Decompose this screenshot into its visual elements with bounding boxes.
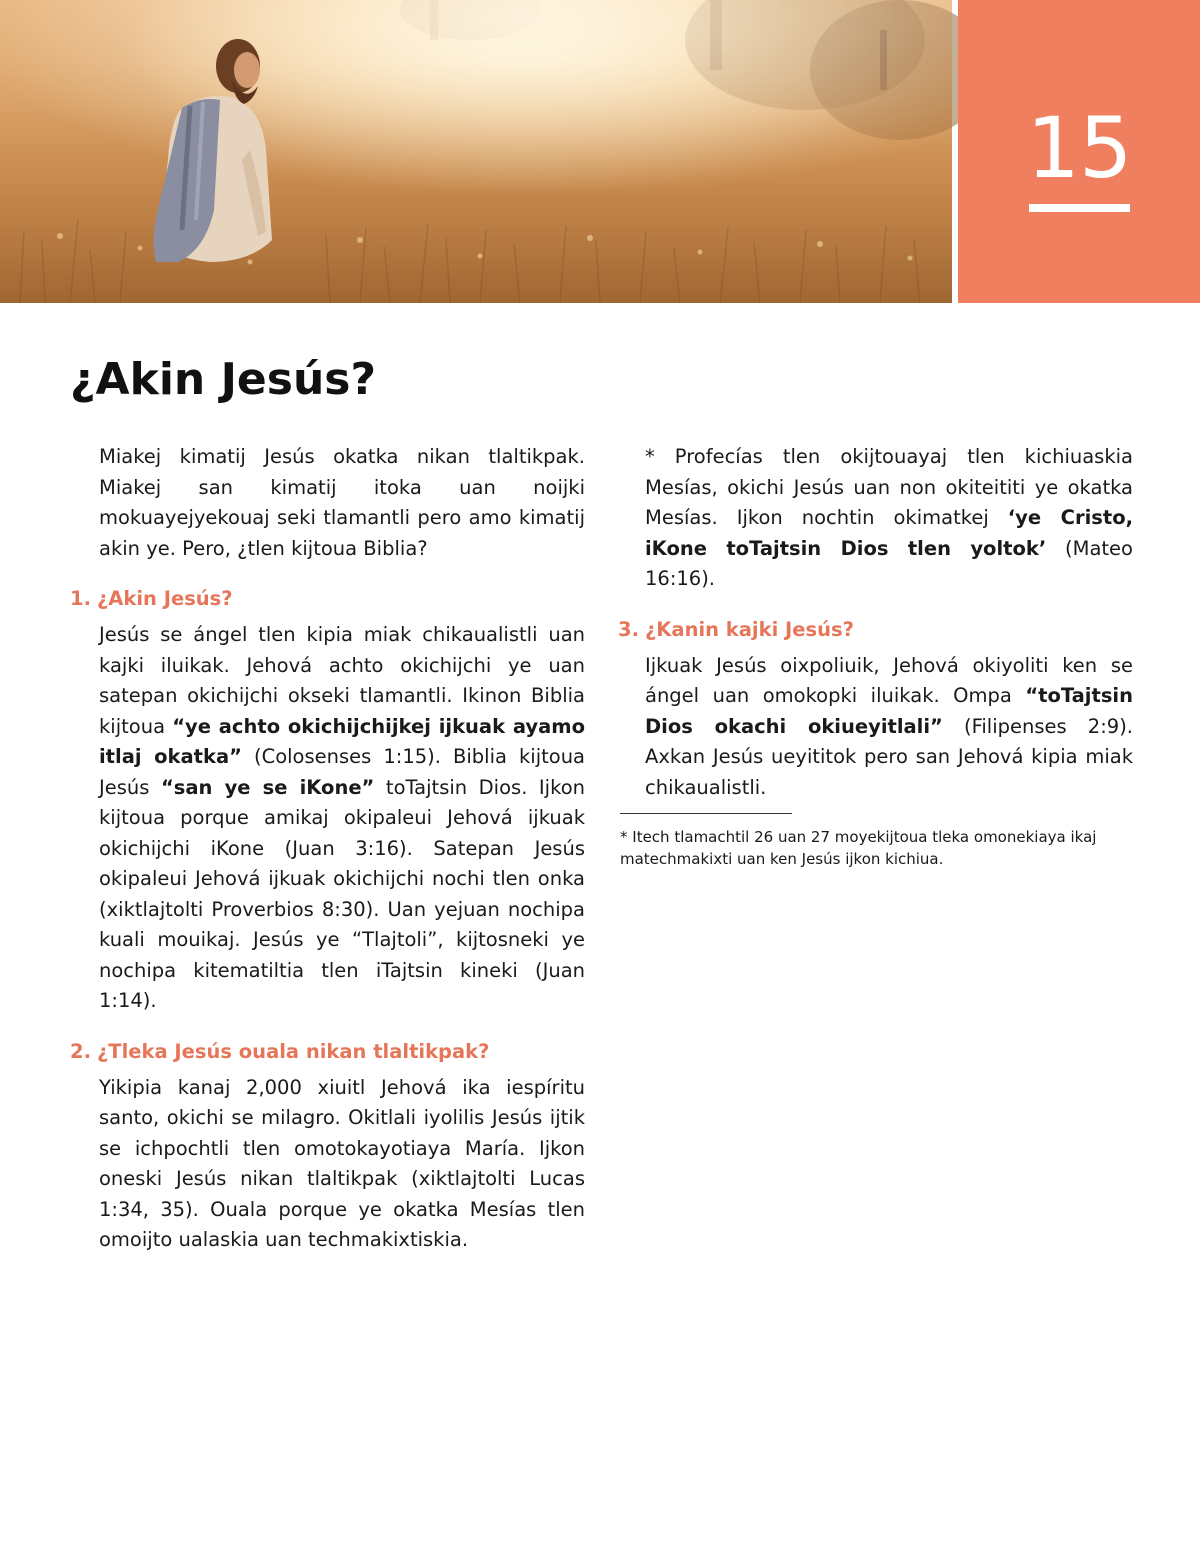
section-1-quote-2: “san ye se iKone” — [160, 775, 375, 799]
section-1-text-1: Jesús se ángel tlen kipia miak chikaualistli uan kajki iluikak. Jehová achto okichijchi ye uan satepan okichijchi okseki tlamantli. Ikinon Biblia kijtoua — [99, 623, 585, 738]
footnote-divider — [620, 813, 792, 814]
footnote: * Itech tlamachtil 26 uan 27 moyekijtoua tleka omonekiaya ikaj matechmakixti uan ken Jesús ijkon kichiua. — [620, 828, 1097, 868]
chapter-underline — [1029, 204, 1130, 212]
section-2-quote-1: ‘ye Cristo, iKone toTajtsin Dios tlen yoltok’ — [645, 506, 1133, 560]
section-2-body-start — [99, 1073, 585, 1251]
section-1-text-3: toTajtsin Dios. Ijkon kijtoua porque amikaj okipaleui Jehová ijkuak okichijchi iKone (Juan 3:16). Satepan Jesús okipaleui Jehová ijkuak okichijchi nochi tlen onka (xiktlajtolti Proverbios 8:30). Uan yejuan nochipa kuali mouikaj. Jesús ye “Tlajtoli”, kijtosneki ye nochipa kitematiltia tlen iTajtsin kineki (Juan 1:14). — [99, 775, 585, 1012]
page-title: ¿Akin Jesús? — [70, 354, 377, 405]
chapter-number: 15 — [1026, 99, 1132, 197]
section-1-body — [99, 620, 585, 1017]
section-2-body-continued — [645, 442, 1133, 595]
section-3-quote-1: “toTajtsin Dios okachi okiueyitlali” — [645, 684, 1133, 738]
left-column — [70, 442, 585, 1251]
section-2-text-2: * Profecías tlen okijtouayaj tlen kichiuaskia Mesías, okichi Jesús uan non okiteititi ye okatka Mesías. Ijkon nochtin okimatkej — [645, 445, 1133, 529]
section-1-title: ¿Akin Jesús? — [96, 587, 233, 610]
right-column — [618, 442, 1133, 870]
section-1-quote-1: “ye achto okichijchijkej ijkuak ayamo itlaj okatka” — [99, 714, 585, 768]
section-2-number: 2. — [70, 1039, 91, 1063]
section-2-text-3: (Mateo 16:16). — [645, 536, 1133, 590]
section-3-text-1: Ijkuak Jesús oixpoliuik, Jehová okiyoliti ken se ángel uan omokopki iluikak. Ompa — [645, 653, 1133, 707]
section-3-body — [645, 651, 1133, 804]
intro-paragraph: Miakej kimatij Jesús okatka nikan tlaltikpak. Miakej san kimatij itoka uan noijki mokuayejyekouaj seki tlamantli pero amo kimatij akin ye. Pero, ¿tlen kijtoua Biblia? — [99, 445, 585, 560]
section-3-heading — [618, 615, 1133, 645]
section-2-text-1: Yikipia kanaj 2,000 xiuitl Jehová ika iespíritu santo, okichi se milagro. Okitlali iyolilis Jesús ijtik se ichpochtli tlen omotokayotiaya María. Ijkon oneski Jesús nikan tlaltikpak (xiktlajtolti Lucas 1:34, 35). Ouala porque ye okatka Mesías tlen omoijto ualaskia uan techmakixtiskia. — [99, 1075, 585, 1251]
section-3-title: ¿Kanin kajki Jesús? — [644, 617, 854, 641]
section-1-heading — [70, 584, 585, 614]
hero-image — [0, 0, 952, 303]
section-3-number: 3. — [618, 617, 639, 641]
section-2-title: ¿Tleka Jesús ouala nikan tlaltikpak? — [96, 1039, 490, 1063]
chapter-badge — [958, 0, 1200, 303]
section-1-number: 1. — [70, 587, 91, 610]
man-walking-figure — [0, 0, 952, 303]
section-3-text-2: (Filipenses 2:9). Axkan Jesús ueyititok pero san Jehová kipia miak chikaualistli. — [645, 714, 1133, 799]
section-2-heading — [70, 1037, 585, 1067]
section-1-text-2: (Colosenses 1:15). Biblia kijtoua Jesús — [99, 745, 585, 799]
